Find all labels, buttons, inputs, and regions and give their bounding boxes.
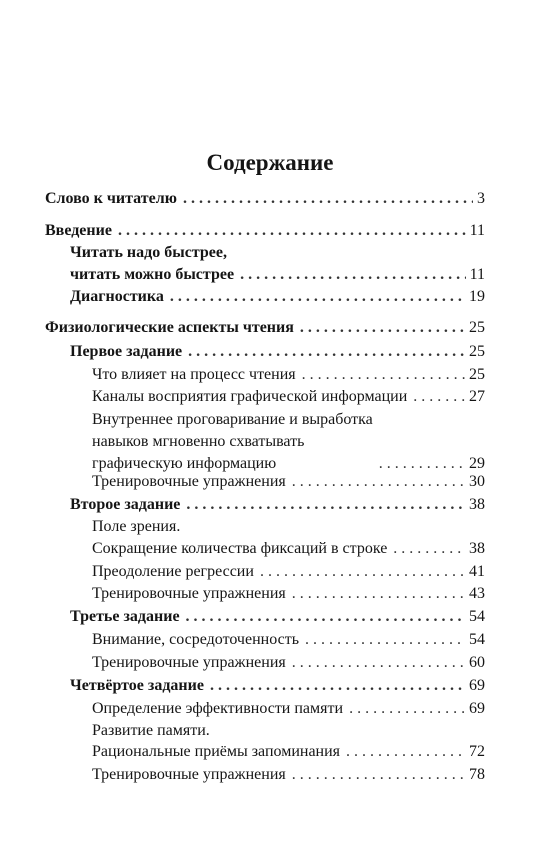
toc-entry-title: Рациональные приёмы запоминания: [92, 743, 341, 760]
toc-entry[interactable]: [92, 471, 485, 493]
toc-entry-title: Определение эффективности памяти: [92, 700, 344, 717]
toc-entry[interactable]: [92, 409, 485, 475]
toc-entry[interactable]: [92, 516, 485, 538]
toc-entry-title: Внимание, сосредоточенность: [92, 631, 299, 648]
dot-leader: [260, 561, 465, 583]
toc-page-number: 54: [469, 631, 485, 648]
dot-leader: [305, 629, 465, 651]
toc-entry-title: Что влияет на процесс чтения: [92, 366, 296, 383]
toc-entry[interactable]: [92, 652, 485, 674]
dot-leader: [413, 386, 465, 408]
toc-page-number: 3: [477, 190, 485, 207]
dot-leader: [292, 583, 465, 605]
toc-entry[interactable]: [70, 242, 485, 286]
toc-entry[interactable]: [92, 583, 485, 605]
toc-entry-title: Тренировочные упражнения: [92, 766, 286, 783]
dot-leader: [118, 220, 466, 242]
toc-entry[interactable]: [70, 675, 485, 697]
toc-page-number: 41: [469, 563, 485, 580]
toc-page-number: 38: [469, 496, 485, 513]
toc-page-number: 30: [469, 473, 485, 490]
toc-entry-title: Читать надо быстрее, читать можно быстрее: [70, 244, 235, 283]
toc-entry[interactable]: [45, 317, 485, 339]
toc-entry-title: Диагностика: [70, 288, 164, 305]
toc-page-number: 54: [469, 608, 485, 625]
toc-entry[interactable]: [45, 188, 485, 210]
toc-entry[interactable]: [70, 286, 485, 308]
toc-page-number: 72: [469, 743, 485, 760]
toc-entry-title: Введение: [45, 222, 112, 239]
toc-entry-title: Слово к читателю: [45, 190, 177, 207]
toc-entry-title: Четвёртое задание: [70, 677, 204, 694]
toc-entry[interactable]: [45, 220, 485, 242]
dot-leader: [302, 364, 465, 386]
page-title: Содержание: [206, 150, 334, 175]
dot-leader: [292, 652, 465, 674]
toc-entry-title: Тренировочные упражнения: [92, 654, 286, 671]
toc-entry-title: Первое задание: [70, 343, 183, 360]
toc-entry[interactable]: [92, 698, 485, 720]
dot-leader: [292, 764, 465, 786]
toc-page-number: 25: [469, 319, 485, 336]
toc-page-number: 27: [469, 388, 485, 405]
toc-entry[interactable]: [70, 606, 485, 628]
toc-entry[interactable]: [70, 341, 485, 363]
toc-entry[interactable]: [92, 741, 485, 763]
toc-entry[interactable]: [92, 364, 485, 386]
toc-entry-title: Сокращение количества фиксаций в строке: [92, 540, 388, 557]
toc-page-number: 69: [469, 677, 485, 694]
dot-leader: [186, 494, 465, 516]
toc-entry[interactable]: [92, 629, 485, 651]
toc-page-number: 38: [469, 540, 485, 557]
dot-leader: [210, 675, 465, 697]
toc-page-number: 43: [469, 585, 485, 602]
dot-leader: [240, 264, 466, 286]
toc-entry-title: Второе задание: [70, 496, 181, 513]
toc-entry-title: Преодоление регрессии: [92, 563, 254, 580]
toc-entry-title: Третье задание: [70, 608, 180, 625]
dot-leader: [188, 341, 465, 363]
toc-page-number: 11: [469, 222, 485, 239]
dot-leader: [292, 471, 465, 493]
toc-page-number: 25: [469, 343, 485, 360]
toc-entry[interactable]: [92, 720, 485, 742]
toc-entry-title: Внутреннее проговаривание и выработка навыков мгновенно схватывать графическую информацию: [92, 411, 373, 472]
toc-page-number: 11: [469, 266, 485, 283]
dot-leader: [170, 286, 465, 308]
toc-entry-title: Тренировочные упражнения: [92, 585, 286, 602]
toc-entry-title: Развитие памяти.: [92, 722, 210, 739]
toc-page-number: 25: [469, 366, 485, 383]
toc-entry-title: Каналы восприятия графической информации: [92, 388, 408, 405]
toc-entry-title: Поле зрения.: [92, 518, 181, 535]
toc-entry-title: Физиологические аспекты чтения: [45, 319, 294, 336]
toc-entry-title: Тренировочные упражнения: [92, 473, 286, 490]
toc-entry[interactable]: [70, 494, 485, 516]
toc-entry[interactable]: [92, 561, 485, 583]
toc-entry[interactable]: [92, 764, 485, 786]
toc-entry[interactable]: [92, 538, 485, 560]
dot-leader: [186, 606, 465, 628]
toc-page-number: 69: [469, 700, 485, 717]
dot-leader: [183, 188, 473, 210]
dot-leader: [300, 317, 465, 339]
toc-entry[interactable]: [92, 386, 485, 408]
dot-leader: [346, 741, 465, 763]
toc-page-number: 60: [469, 654, 485, 671]
toc-page-number: 19: [469, 288, 485, 305]
toc-page-number: 78: [469, 766, 485, 783]
toc-page-number: 29: [469, 455, 485, 472]
dot-leader: [393, 538, 465, 560]
dot-leader: [349, 698, 465, 720]
